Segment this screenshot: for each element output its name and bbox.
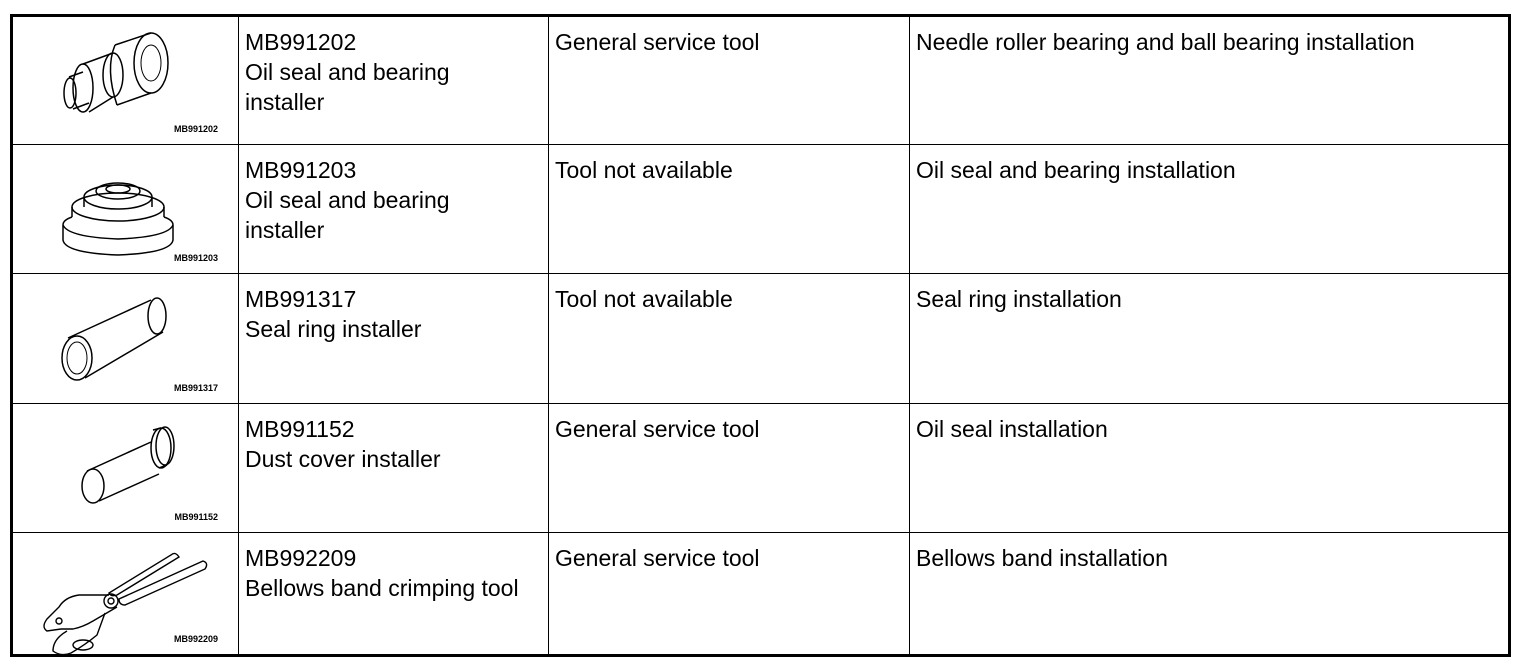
tool-code-name-cell — [239, 145, 549, 274]
tool-code-name-cell — [239, 274, 549, 403]
tool-image-cell — [12, 16, 239, 145]
supersession-cell: General service tool — [549, 532, 910, 655]
application-cell: Seal ring installation — [910, 274, 1510, 403]
tool-code-name-cell — [239, 16, 549, 145]
supersession-cell: General service tool — [549, 16, 910, 145]
tool-name: Oil seal and bearing installer — [245, 59, 450, 115]
tool-code-name-cell — [239, 403, 549, 532]
table-row — [12, 532, 1510, 655]
application-cell: Bellows band installation — [910, 532, 1510, 655]
table-row — [12, 403, 1510, 532]
supersession-cell: General service tool — [549, 403, 910, 532]
tool-number: MB991202 — [245, 29, 357, 55]
tool-name: Bellows band crimping tool — [245, 574, 519, 601]
tool-number: MB991317 — [245, 286, 357, 313]
special-tools-table — [10, 14, 1511, 657]
tool-image-cell — [12, 145, 239, 274]
supersession-cell: Tool not available — [549, 274, 910, 403]
tool-image-label: MB991202 — [173, 124, 218, 135]
application-cell: Needle roller bearing and ball bearing installation — [910, 16, 1510, 145]
table-row — [12, 145, 1510, 274]
tool-name: Seal ring installer — [245, 316, 422, 343]
tool-number: MB991203 — [245, 157, 357, 184]
tool-name: Oil seal and bearing installer — [245, 187, 450, 244]
tool-number: MB992209 — [245, 544, 357, 571]
table-row — [12, 274, 1510, 403]
tool-image-cell — [12, 274, 239, 403]
tool-image-cell — [12, 532, 239, 655]
table-row — [12, 16, 1510, 145]
application-cell: Oil seal installation — [910, 403, 1510, 532]
tool-code-name-cell — [239, 532, 549, 655]
tool-image-label: MB992209 — [173, 634, 218, 644]
tool-name: Dust cover installer — [245, 445, 441, 472]
application-cell: Oil seal and bearing installation — [910, 145, 1510, 274]
supersession-cell: Tool not available — [549, 145, 910, 274]
tool-image-label: MB991317 — [173, 382, 218, 393]
tool-image-cell — [12, 403, 239, 532]
tool-image-label: MB991152 — [174, 511, 218, 522]
tool-number: MB991152 — [245, 415, 355, 442]
tool-image-label: MB991203 — [173, 253, 218, 264]
